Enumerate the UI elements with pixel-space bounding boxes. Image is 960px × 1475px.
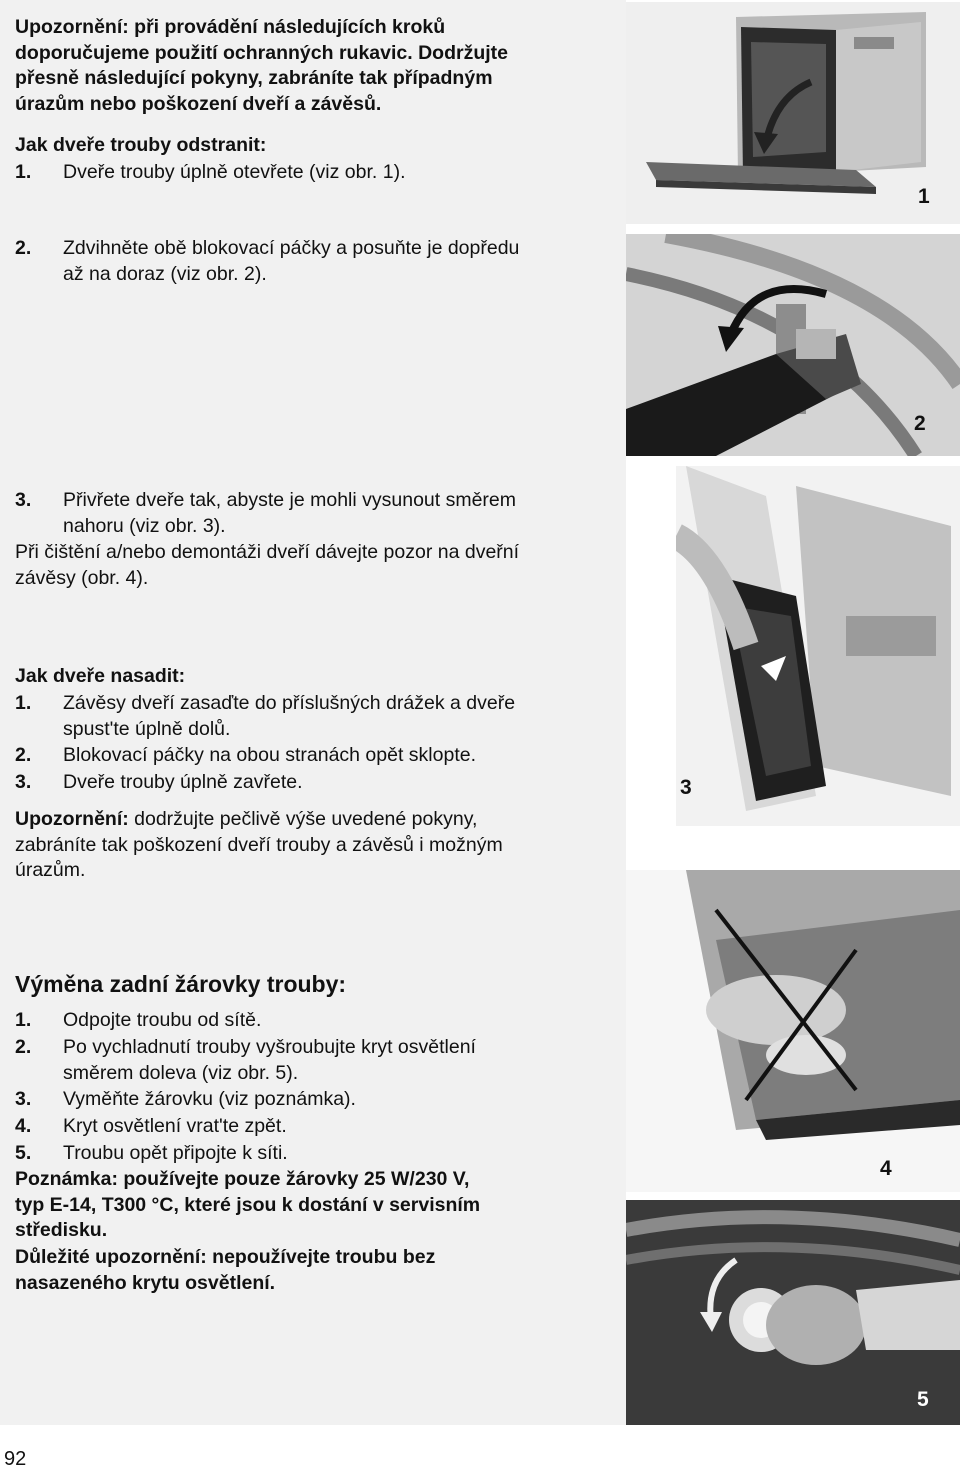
note-line: nasazeného krytu osvětlení.	[15, 1271, 276, 1294]
step-text: Kryt osvětlení vrat'te zpět.	[63, 1115, 287, 1137]
step-line: nahoru (viz obr. 3).	[63, 514, 226, 537]
step-text: Dveře trouby úplně zavřete.	[63, 771, 303, 793]
step-line: až na doraz (viz obr. 2).	[63, 262, 267, 285]
note-line: závěsy (obr. 4).	[15, 566, 149, 589]
important-note	[15, 1245, 615, 1296]
step-number: 3.	[15, 489, 32, 511]
warning-line: při provádění následujících kroků	[128, 16, 446, 38]
step-text: Troubu opět připojte k síti.	[63, 1142, 288, 1164]
step-number: 2.	[15, 237, 32, 259]
step-line: Po vychladnutí trouby vyšroubujte kryt osvětlení	[63, 1036, 476, 1058]
step-text	[63, 691, 623, 742]
figure-1-number: 1	[918, 185, 930, 208]
step-number: 2.	[15, 1036, 32, 1058]
oven-open-door-illustration	[626, 2, 960, 224]
warning-line: doporučujeme použití ochranných rukavic. Dodržujte	[15, 41, 508, 64]
warning-line: zabráníte tak poškození dveří trouby a závěsů i možným	[15, 833, 503, 856]
door-hinge-caution-illustration	[626, 870, 960, 1192]
step-line: Závěsy dveří zasaďte do příslušných drážek a dveře	[63, 692, 516, 714]
figure-4-photo	[626, 870, 960, 1192]
warning-line: úrazům.	[15, 859, 86, 881]
step-number: 4.	[15, 1115, 32, 1137]
hinge-lever-illustration	[626, 234, 960, 456]
figure-5-photo	[626, 1200, 960, 1425]
remove-heading: Jak dveře trouby odstranit:	[15, 134, 267, 156]
step-line: spust'te úplně dolů.	[63, 717, 231, 740]
figure-3-photo	[676, 466, 960, 826]
step-number: 3.	[15, 1088, 32, 1110]
step-text: Odpojte troubu od sítě.	[63, 1009, 262, 1031]
bulb-cover-illustration	[626, 1200, 960, 1425]
intro-warning	[15, 15, 615, 117]
bulb-note	[15, 1167, 615, 1244]
step-line: Zdvihněte obě blokovací páčky a posuňte je dopředu	[63, 237, 520, 259]
note-line: Důležité upozornění: nepoužívejte troubu bez	[15, 1246, 436, 1268]
figure-4-number: 4	[880, 1157, 892, 1180]
step-text	[63, 1035, 623, 1086]
note-line: Při čištění a/nebo demontáži dveří dávejte pozor na dveřní	[15, 541, 520, 563]
step-number: 1.	[15, 1009, 32, 1031]
step-line: Přivřete dveře tak, abyste je mohli vysunout směrem	[63, 489, 517, 511]
note-line: Poznámka: používejte pouze žárovky 25 W/230 V,	[15, 1168, 470, 1190]
step-text	[63, 488, 623, 539]
step-text	[63, 236, 623, 287]
warning-line: dodržujte pečlivě výše uvedené pokyny,	[128, 808, 478, 830]
figure-5-number: 5	[917, 1388, 929, 1411]
warning-line: přesně následující pokyny, zabráníte tak případným	[15, 67, 493, 89]
step-text: Dveře trouby úplně otevřete (viz obr. 1).	[63, 161, 406, 183]
figure-1-photo	[626, 2, 960, 224]
note-line: typ E-14, T300 °C, které jsou k dostání v servisním	[15, 1193, 481, 1216]
step-text: Vyměňte žárovku (viz poznámka).	[63, 1088, 356, 1110]
warning-label: Upozornění:	[15, 16, 129, 38]
note-line: středisku.	[15, 1219, 108, 1241]
remove-note	[15, 540, 615, 591]
warning-label: Upozornění:	[15, 808, 129, 830]
install-warning	[15, 807, 615, 884]
install-heading: Jak dveře nasadit:	[15, 665, 186, 687]
step-number: 5.	[15, 1142, 32, 1164]
step-number: 1.	[15, 161, 32, 183]
door-lifting-illustration	[676, 466, 960, 826]
step-line: směrem doleva (viz obr. 5).	[63, 1061, 299, 1084]
step-number: 1.	[15, 692, 32, 714]
page-number: 92	[4, 1448, 27, 1470]
step-number: 3.	[15, 771, 32, 793]
warning-line: úrazům nebo poškození dveří a závěsů.	[15, 92, 382, 115]
bulb-heading: Výměna zadní žárovky trouby:	[15, 971, 347, 997]
figure-2-photo	[626, 234, 960, 456]
step-number: 2.	[15, 744, 32, 766]
figure-3-number: 3	[680, 776, 692, 799]
step-text: Blokovací páčky na obou stranách opět sklopte.	[63, 744, 477, 766]
figure-2-number: 2	[914, 412, 926, 435]
